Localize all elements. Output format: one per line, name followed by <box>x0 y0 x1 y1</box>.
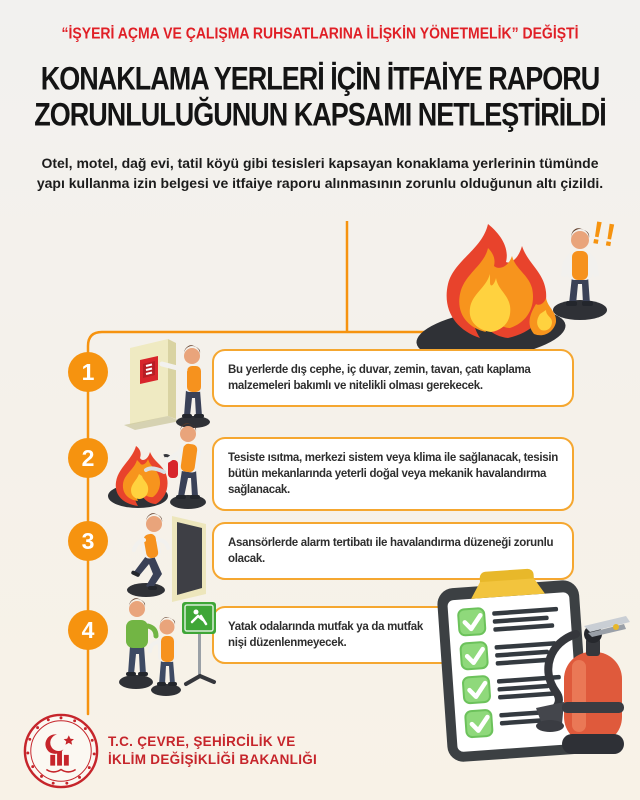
ministry-name <box>108 733 317 769</box>
exit-sign-discussion-illustration <box>106 594 234 696</box>
rule-card-1 <box>212 349 574 407</box>
ministry-seal-icon <box>22 712 100 790</box>
kicker-text: “İŞYERİ AÇMA VE ÇALIŞMA RUHSATLARINA İLİŞKİN YÖNETMELİK” DEĞİŞTİ <box>61 24 579 42</box>
step-badge-2 <box>68 438 108 478</box>
rule-card-2 <box>212 437 574 511</box>
step-number-2: 2 <box>81 444 95 471</box>
rule-text-3: Asansörlerde alarm tertibatı ile havalandırma düzeneği zorunlu olacak. <box>228 537 554 566</box>
page-title <box>0 62 640 133</box>
rule-text-4: Yatak odalarında mutfak ya da mutfak nişi düzenlenmeyecek. <box>228 621 423 650</box>
title-line-2: ZORUNLULUĞUNUN KAPSAMI NETLEŞTİRİLDİ <box>34 96 606 133</box>
subtitle-text: Otel, motel, dağ evi, tatil köyü gibi tesisleri kapsayan konaklama yerlerinin tümünde yapı kullanma izin belgesi ve itfaiye raporu alınmasının zorunlu olduğunun altı çizildi. <box>36 155 604 191</box>
title-line-1: KONAKLAMA YERLERİ İÇİN İTFAİYE RAPORU <box>40 60 600 97</box>
step-badge-1 <box>68 352 108 392</box>
fire-extinguisher-illustration <box>512 606 634 768</box>
step-badge-3 <box>68 521 108 561</box>
step-number-4: 4 <box>81 616 95 643</box>
extinguishing-fire-illustration <box>106 420 218 514</box>
emergency-exit-run-illustration <box>116 512 218 602</box>
step-badge-4 <box>68 610 108 650</box>
rule-text-2: Tesiste ısıtma, merkezi sistem veya klima ile sağlanacak, tesisin bütün mekanlarında yeterli doğal veya mekanik havalandırma sağlanacak. <box>228 452 558 497</box>
ministry-name-line-2: İKLİM DEĞİŞİKLİĞİ BAKANLIĞI <box>108 752 318 768</box>
ministry-name-line-1: T.C. ÇEVRE, ŞEHİRCİLİK VE <box>108 734 296 749</box>
fire-extinguisher-cabinet-illustration <box>110 334 218 432</box>
rule-text-1: Bu yerlerde dış cephe, iç duvar, zemin, tavan, çatı kaplama malzemeleri bakımlı ve nitelikli olması gerekecek. <box>228 364 531 393</box>
exclamation-marks: !! <box>589 214 621 254</box>
step-number-1: 1 <box>81 358 95 385</box>
step-number-3: 3 <box>81 527 95 554</box>
